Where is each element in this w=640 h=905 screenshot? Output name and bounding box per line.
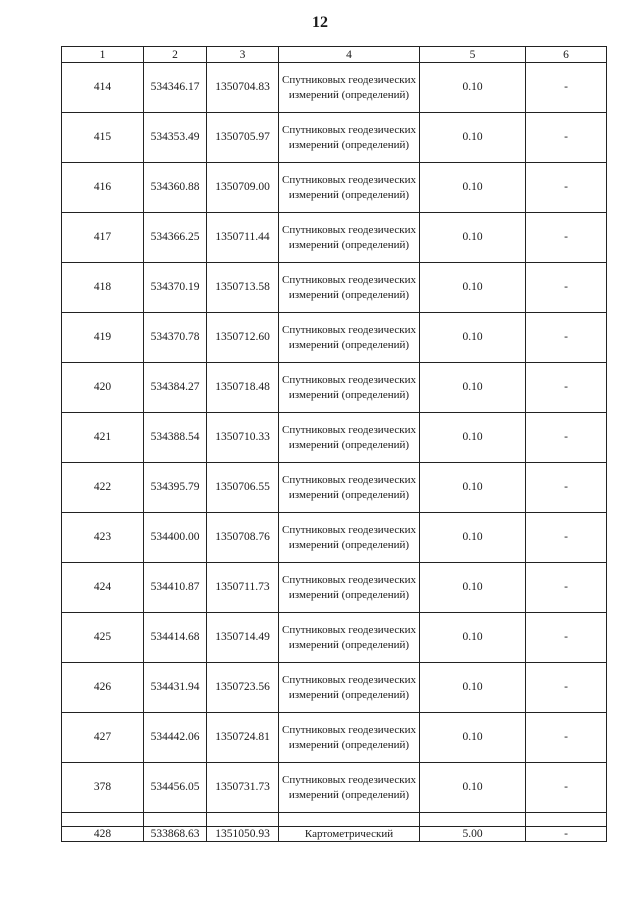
empty-cell [207,813,279,827]
y-coordinate-cell: 1350705.97 [207,113,279,163]
method-cell: Спутниковых геодезических измерений (определений) [279,613,420,663]
empty-row [62,813,607,827]
note-cell: - [526,263,607,313]
accuracy-cell: 0.10 [420,113,526,163]
table-row [62,663,607,713]
note-cell: - [526,513,607,563]
table-row [62,363,607,413]
y-coordinate-cell: 1350731.73 [207,763,279,813]
point-number-cell: 420 [62,363,144,413]
x-coordinate-cell: 534370.19 [144,263,207,313]
table-row [62,313,607,363]
coordinates-table [61,46,607,842]
accuracy-cell: 0.10 [420,263,526,313]
table-row [62,563,607,613]
method-cell: Спутниковых геодезических измерений (определений) [279,413,420,463]
x-coordinate-cell: 534370.78 [144,313,207,363]
note-cell: - [526,113,607,163]
accuracy-cell: 0.10 [420,413,526,463]
x-coordinate-cell: 533868.63 [144,827,207,842]
point-number-cell: 414 [62,63,144,113]
x-coordinate-cell: 534346.17 [144,63,207,113]
accuracy-cell: 0.10 [420,363,526,413]
column-header-4: 4 [279,47,420,63]
note-cell: - [526,663,607,713]
page-number: 12 [312,14,328,31]
table-row [62,163,607,213]
column-header-6: 6 [526,47,607,63]
empty-cell [62,813,144,827]
method-cell: Спутниковых геодезических измерений (определений) [279,263,420,313]
method-cell: Спутниковых геодезических измерений (определений) [279,63,420,113]
table-row [62,827,607,842]
table-row [62,513,607,563]
point-number-cell: 415 [62,113,144,163]
y-coordinate-cell: 1350708.76 [207,513,279,563]
point-number-cell: 378 [62,763,144,813]
note-cell: - [526,463,607,513]
method-cell: Спутниковых геодезических измерений (определений) [279,213,420,263]
x-coordinate-cell: 534353.49 [144,113,207,163]
accuracy-cell: 0.10 [420,163,526,213]
table-row [62,213,607,263]
x-coordinate-cell: 534456.05 [144,763,207,813]
method-cell: Спутниковых геодезических измерений (определений) [279,563,420,613]
note-cell: - [526,413,607,463]
point-number-cell: 427 [62,713,144,763]
accuracy-cell: 0.10 [420,63,526,113]
y-coordinate-cell: 1350718.48 [207,363,279,413]
y-coordinate-cell: 1350704.83 [207,63,279,113]
empty-cell [420,813,526,827]
x-coordinate-cell: 534366.25 [144,213,207,263]
y-coordinate-cell: 1351050.93 [207,827,279,842]
method-cell: Спутниковых геодезических измерений (определений) [279,163,420,213]
accuracy-cell: 0.10 [420,713,526,763]
note-cell: - [526,63,607,113]
empty-cell [526,813,607,827]
accuracy-cell: 0.10 [420,763,526,813]
accuracy-cell: 0.10 [420,313,526,363]
x-coordinate-cell: 534395.79 [144,463,207,513]
table-header-row [62,47,607,63]
x-coordinate-cell: 534410.87 [144,563,207,613]
note-cell: - [526,163,607,213]
accuracy-cell: 0.10 [420,563,526,613]
accuracy-cell: 0.10 [420,613,526,663]
column-header-5: 5 [420,47,526,63]
x-coordinate-cell: 534442.06 [144,713,207,763]
method-cell: Спутниковых геодезических измерений (определений) [279,663,420,713]
y-coordinate-cell: 1350711.44 [207,213,279,263]
note-cell: - [526,363,607,413]
y-coordinate-cell: 1350706.55 [207,463,279,513]
column-header-3: 3 [207,47,279,63]
method-cell: Картометрический [279,827,420,842]
y-coordinate-cell: 1350711.73 [207,563,279,613]
note-cell: - [526,713,607,763]
note-cell: - [526,827,607,842]
point-number-cell: 426 [62,663,144,713]
note-cell: - [526,763,607,813]
x-coordinate-cell: 534400.00 [144,513,207,563]
method-cell: Спутниковых геодезических измерений (определений) [279,463,420,513]
method-cell: Спутниковых геодезических измерений (определений) [279,113,420,163]
method-cell: Спутниковых геодезических измерений (определений) [279,513,420,563]
point-number-cell: 419 [62,313,144,363]
point-number-cell: 428 [62,827,144,842]
method-cell: Спутниковых геодезических измерений (определений) [279,363,420,413]
y-coordinate-cell: 1350724.81 [207,713,279,763]
column-header-2: 2 [144,47,207,63]
x-coordinate-cell: 534360.88 [144,163,207,213]
y-coordinate-cell: 1350710.33 [207,413,279,463]
y-coordinate-cell: 1350712.60 [207,313,279,363]
method-cell: Спутниковых геодезических измерений (определений) [279,713,420,763]
x-coordinate-cell: 534431.94 [144,663,207,713]
accuracy-cell: 0.10 [420,663,526,713]
y-coordinate-cell: 1350709.00 [207,163,279,213]
x-coordinate-cell: 534384.27 [144,363,207,413]
table-row [62,113,607,163]
point-number-cell: 424 [62,563,144,613]
point-number-cell: 417 [62,213,144,263]
table-body [62,63,607,842]
empty-cell [144,813,207,827]
method-cell: Спутниковых геодезических измерений (определений) [279,763,420,813]
point-number-cell: 425 [62,613,144,663]
table-row [62,463,607,513]
note-cell: - [526,313,607,363]
note-cell: - [526,563,607,613]
point-number-cell: 421 [62,413,144,463]
x-coordinate-cell: 534388.54 [144,413,207,463]
accuracy-cell: 5.00 [420,827,526,842]
y-coordinate-cell: 1350713.58 [207,263,279,313]
table-row [62,763,607,813]
method-cell: Спутниковых геодезических измерений (определений) [279,313,420,363]
point-number-cell: 422 [62,463,144,513]
point-number-cell: 416 [62,163,144,213]
note-cell: - [526,213,607,263]
table-row [62,413,607,463]
table-row [62,613,607,663]
point-number-cell: 423 [62,513,144,563]
column-header-1: 1 [62,47,144,63]
x-coordinate-cell: 534414.68 [144,613,207,663]
accuracy-cell: 0.10 [420,213,526,263]
table-row [62,63,607,113]
accuracy-cell: 0.10 [420,513,526,563]
y-coordinate-cell: 1350723.56 [207,663,279,713]
table-row [62,263,607,313]
empty-cell [279,813,420,827]
table-row [62,713,607,763]
note-cell: - [526,613,607,663]
point-number-cell: 418 [62,263,144,313]
accuracy-cell: 0.10 [420,463,526,513]
y-coordinate-cell: 1350714.49 [207,613,279,663]
